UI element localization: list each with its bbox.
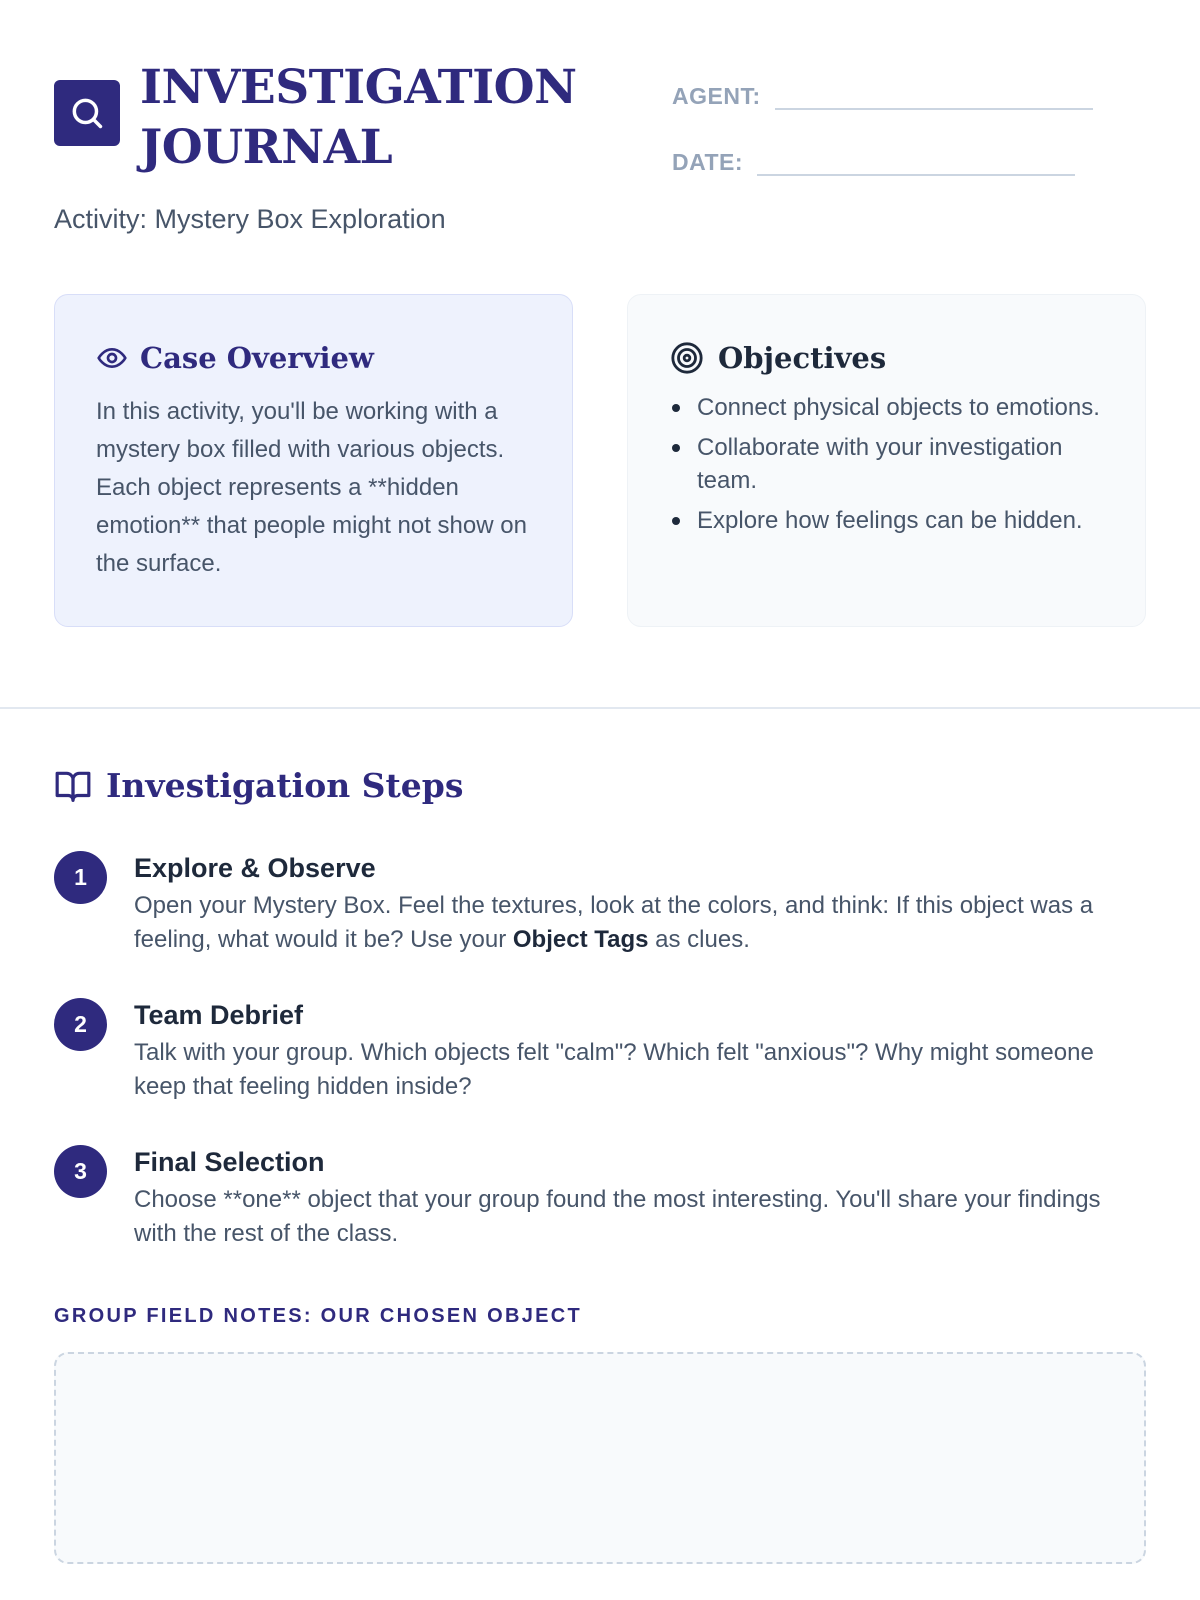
target-icon — [670, 341, 704, 375]
page-title: INVESTIGATION JOURNAL — [140, 60, 577, 175]
step-number-badge: 1 — [54, 851, 107, 904]
search-icon — [68, 94, 106, 132]
step-title: Explore & Observe — [134, 853, 376, 883]
date-input-line[interactable] — [757, 146, 1075, 176]
case-overview-card — [54, 294, 573, 627]
objectives-list — [670, 391, 1105, 537]
case-overview-header — [96, 339, 532, 377]
objectives-card — [627, 294, 1146, 627]
step-description-text: Open your Mystery Box. Feel the textures, look at the colors, and think: If this object was a feeling, what would it be? Use your — [134, 892, 1094, 953]
logo-badge — [54, 80, 120, 146]
objectives-header — [670, 339, 1105, 377]
eye-icon — [96, 342, 128, 374]
date-label: DATE: — [672, 149, 744, 175]
step-description: Choose **one** object that your group found the most interesting. You'll share your findings with the rest of the class. — [134, 1186, 1101, 1247]
step-description — [134, 889, 1144, 957]
step-number-badge: 3 — [54, 1145, 107, 1198]
book-open-icon — [54, 767, 92, 805]
group-notes-label: GROUP FIELD NOTES: OUR CHOSEN OBJECT — [54, 1305, 583, 1327]
step-number-badge: 2 — [54, 998, 107, 1051]
date-field — [672, 146, 1075, 176]
step-title: Final Selection — [134, 1147, 325, 1177]
agent-field — [672, 80, 1093, 110]
activity-subtitle: Activity: Mystery Box Exploration — [54, 204, 446, 234]
agent-input-line[interactable] — [775, 80, 1093, 110]
step-title: Team Debrief — [134, 1000, 304, 1030]
objectives-title: Objectives — [718, 341, 887, 375]
case-overview-text: In this activity, you'll be working with a mystery box filled with various objects. Each object represents a **hidden emotion** that people might not show on the surface. — [96, 398, 527, 577]
step-description-end: as clues. — [648, 926, 750, 953]
agent-label: AGENT: — [672, 83, 761, 109]
step-description: Talk with your group. Which objects felt "calm"? Which felt "anxious"? Why might someone keep that feeling hidden inside? — [134, 1039, 1094, 1100]
objective-item: Collaborate with your investigation team. — [670, 431, 1105, 497]
section-divider — [0, 707, 1200, 709]
case-overview-title: Case Overview — [140, 341, 374, 375]
object-tags-emphasis: Object Tags — [512, 926, 649, 953]
objective-item: Connect physical objects to emotions. — [670, 391, 1105, 424]
steps-header — [54, 766, 463, 805]
group-notes-box[interactable] — [54, 1352, 1146, 1564]
objective-item: Explore how feelings can be hidden. — [670, 504, 1105, 537]
steps-title: Investigation Steps — [106, 766, 464, 805]
